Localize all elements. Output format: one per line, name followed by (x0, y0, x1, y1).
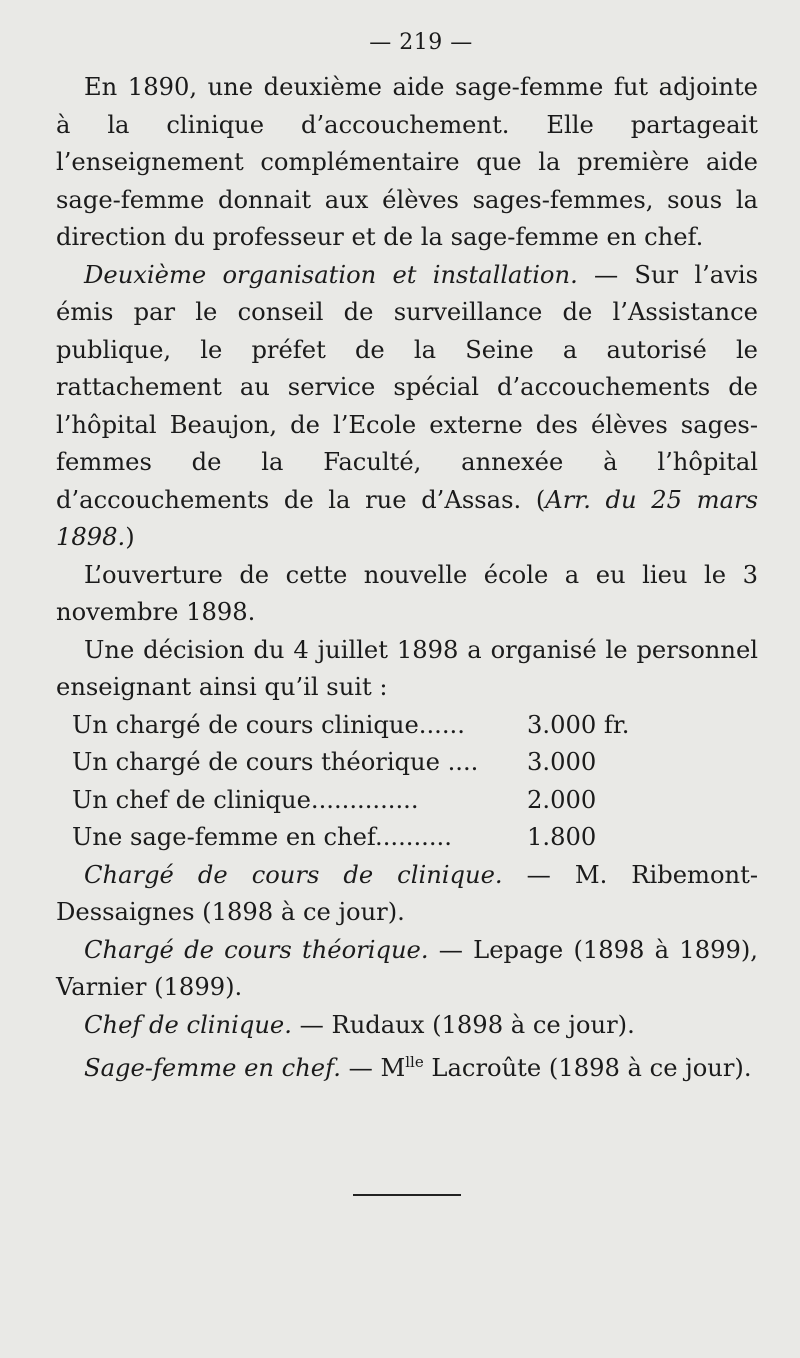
ref-open: ( (535, 485, 546, 514)
paragraph-2 (56, 257, 758, 557)
entry-text: — Rudaux (1898 à ce jour). (291, 1010, 635, 1039)
entry-text: — Lepage (1898 à 1899), Varnier (1899). (56, 935, 758, 1001)
list-item (72, 782, 758, 820)
paragraph-4: Une décision du 4 juillet 1898 a organisé le personnel enseignant ainsi qu’il suit : (56, 635, 758, 701)
staff-salary: 3.000 (527, 748, 597, 776)
staff-label: Une sage-femme en chef.......... (72, 823, 452, 851)
ref-close: ) (125, 523, 135, 551)
staff-salary: 2.000 (527, 785, 597, 814)
entry-clinic-head (56, 1007, 758, 1045)
entry-superscript: lle (405, 1053, 424, 1071)
list-item (72, 744, 758, 782)
entry-role: Chargé de cours théorique. (84, 935, 429, 964)
entry-role: Chef de clinique. (84, 1010, 292, 1039)
staff-label: Un chargé de cours clinique...... (72, 710, 465, 739)
paragraph-1: En 1890, une deuxième aide sage-femme fut adjointe à la clinique d’accouchement. Elle partageait l’enseignement complémentaire que la première aide sage-femme donnait aux élèves sages-femmes, sous la direction du professeur et de la sage-femme en chef. (56, 73, 758, 251)
entry-role: Sage-femme en chef. (84, 1054, 341, 1082)
body-text (56, 69, 758, 1088)
section-heading: Deuxième organisation et installation. (84, 260, 578, 289)
entry-text: — M. Ribemont-Dessaignes (1898 à ce jour). (56, 860, 758, 926)
page-number: — 219 — (369, 30, 473, 55)
decree-reference: Arr. du 25 mars 1898. (56, 485, 758, 551)
list-item (72, 707, 758, 745)
list-item (72, 819, 758, 857)
staff-label: Un chef de clinique.............. (72, 785, 419, 814)
staff-label: Un chargé de cours théorique .... (72, 748, 479, 776)
section-divider (353, 1194, 461, 1196)
entry-head-midwife (56, 1044, 758, 1088)
entry-text-post: Lacroûte (1898 à ce jour). (423, 1054, 752, 1082)
entry-role: Chargé de cours de clinique. (84, 860, 503, 889)
entry-clinical-lecturer (56, 857, 758, 932)
paragraph-2-text: — Sur l’avis émis par le conseil de surveillance de l’Assistance publique, le préfet de la Seine a autorisé le rattachement au service spécial d’accouchements de l’hôpital Beaujon, de l’Ecole externe des élèves sages-femmes de la Faculté, annexée à l’hôpital d’accouchements de la rue d’Assas. (56, 260, 759, 514)
staff-salary: 3.000 fr. (527, 710, 630, 739)
staff-salary-list (72, 707, 758, 857)
staff-salary: 1.800 (527, 823, 597, 851)
entry-theory-lecturer (56, 932, 758, 1007)
entry-text-pre: — M (340, 1054, 406, 1082)
paragraph-3: L’ouverture de cette nouvelle école a eu lieu le 3 novembre 1898. (56, 560, 758, 626)
